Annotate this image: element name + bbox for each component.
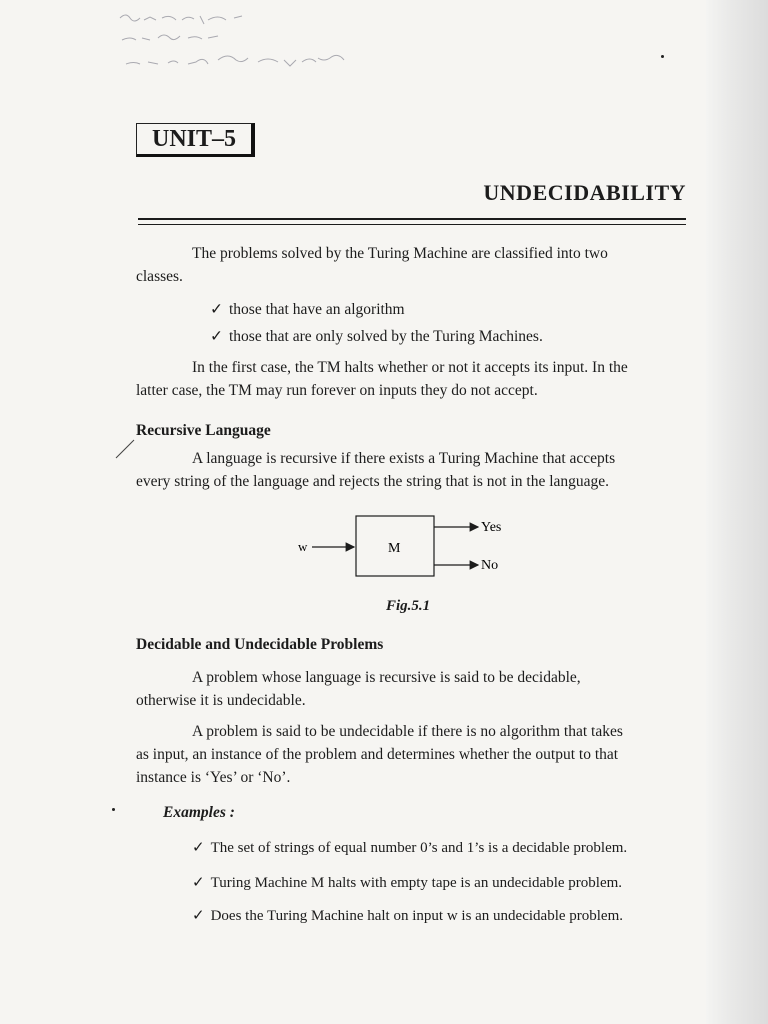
speck xyxy=(661,55,664,58)
check-icon: ✓ xyxy=(192,840,205,856)
example-text: Turing Machine M halts with empty tape is an undecidable problem. xyxy=(210,875,623,891)
intro-line-2: classes. xyxy=(136,268,183,285)
turing-machine-diagram xyxy=(290,510,520,590)
class-item xyxy=(210,327,543,346)
class-item-text: those that are only solved by the Turing Machines. xyxy=(229,328,543,345)
unit-label: UNIT–5 xyxy=(136,123,255,157)
check-icon: ✓ xyxy=(192,875,205,891)
check-icon: ✓ xyxy=(192,908,205,924)
halting-paragraph xyxy=(136,356,688,402)
title-rule-bottom xyxy=(138,224,686,225)
yes-label: Yes xyxy=(481,520,502,535)
recursive-paragraph xyxy=(136,447,688,493)
decidable-p1-line-1: A problem whose language is recursive is said to be decidable, xyxy=(192,669,581,686)
title-rule-top xyxy=(138,218,686,220)
recursive-line-1: A language is recursive if there exists a Turing Machine that accepts xyxy=(192,450,616,467)
example-item xyxy=(192,906,623,925)
page-edge-shadow xyxy=(706,0,768,1024)
handwritten-notes xyxy=(118,8,418,73)
examples-label: Examples : xyxy=(163,804,235,821)
example-item xyxy=(192,873,622,892)
example-text: The set of strings of equal number 0’s and 1’s is a decidable problem. xyxy=(210,840,628,856)
chapter-title: UNDECIDABILITY xyxy=(483,180,686,205)
figure-caption: Fig.5.1 xyxy=(386,598,431,614)
class-item-text: those that have an algorithm xyxy=(229,301,405,318)
intro-paragraph xyxy=(136,242,688,288)
check-icon: ✓ xyxy=(210,328,223,345)
decidable-paragraph-1 xyxy=(136,666,688,712)
decidable-p2-line-1: A problem is said to be undecidable if there is no algorithm that takes xyxy=(192,723,623,740)
input-label: w xyxy=(298,539,308,554)
example-text: Does the Turing Machine halt on input w is an undecidable problem. xyxy=(210,908,624,924)
recursive-heading: Recursive Language xyxy=(136,422,271,439)
intro-line-1: The problems solved by the Turing Machine are classified into two xyxy=(192,245,608,262)
decidable-p2-line-3: instance is ‘Yes’ or ‘No’. xyxy=(136,769,291,786)
pen-mark xyxy=(112,438,136,462)
recursive-line-2: every string of the language and rejects the string that is not in the language. xyxy=(136,473,610,490)
decidable-p1-line-2: otherwise it is undecidable. xyxy=(136,692,306,709)
machine-label: M xyxy=(388,541,401,556)
example-item xyxy=(192,838,627,857)
no-label: No xyxy=(481,558,499,573)
speck xyxy=(112,808,115,811)
decidable-paragraph-2 xyxy=(136,720,688,789)
class-item xyxy=(210,300,405,319)
decidable-heading: Decidable and Undecidable Problems xyxy=(136,636,384,653)
decidable-p2-line-2: as input, an instance of the problem and determines whether the output to that xyxy=(136,746,619,763)
halting-line-2: latter case, the TM may run forever on inputs they do not accept. xyxy=(136,382,538,399)
check-icon: ✓ xyxy=(210,301,223,318)
halting-line-1: In the first case, the TM halts whether or not it accepts its input. In the xyxy=(192,359,628,376)
